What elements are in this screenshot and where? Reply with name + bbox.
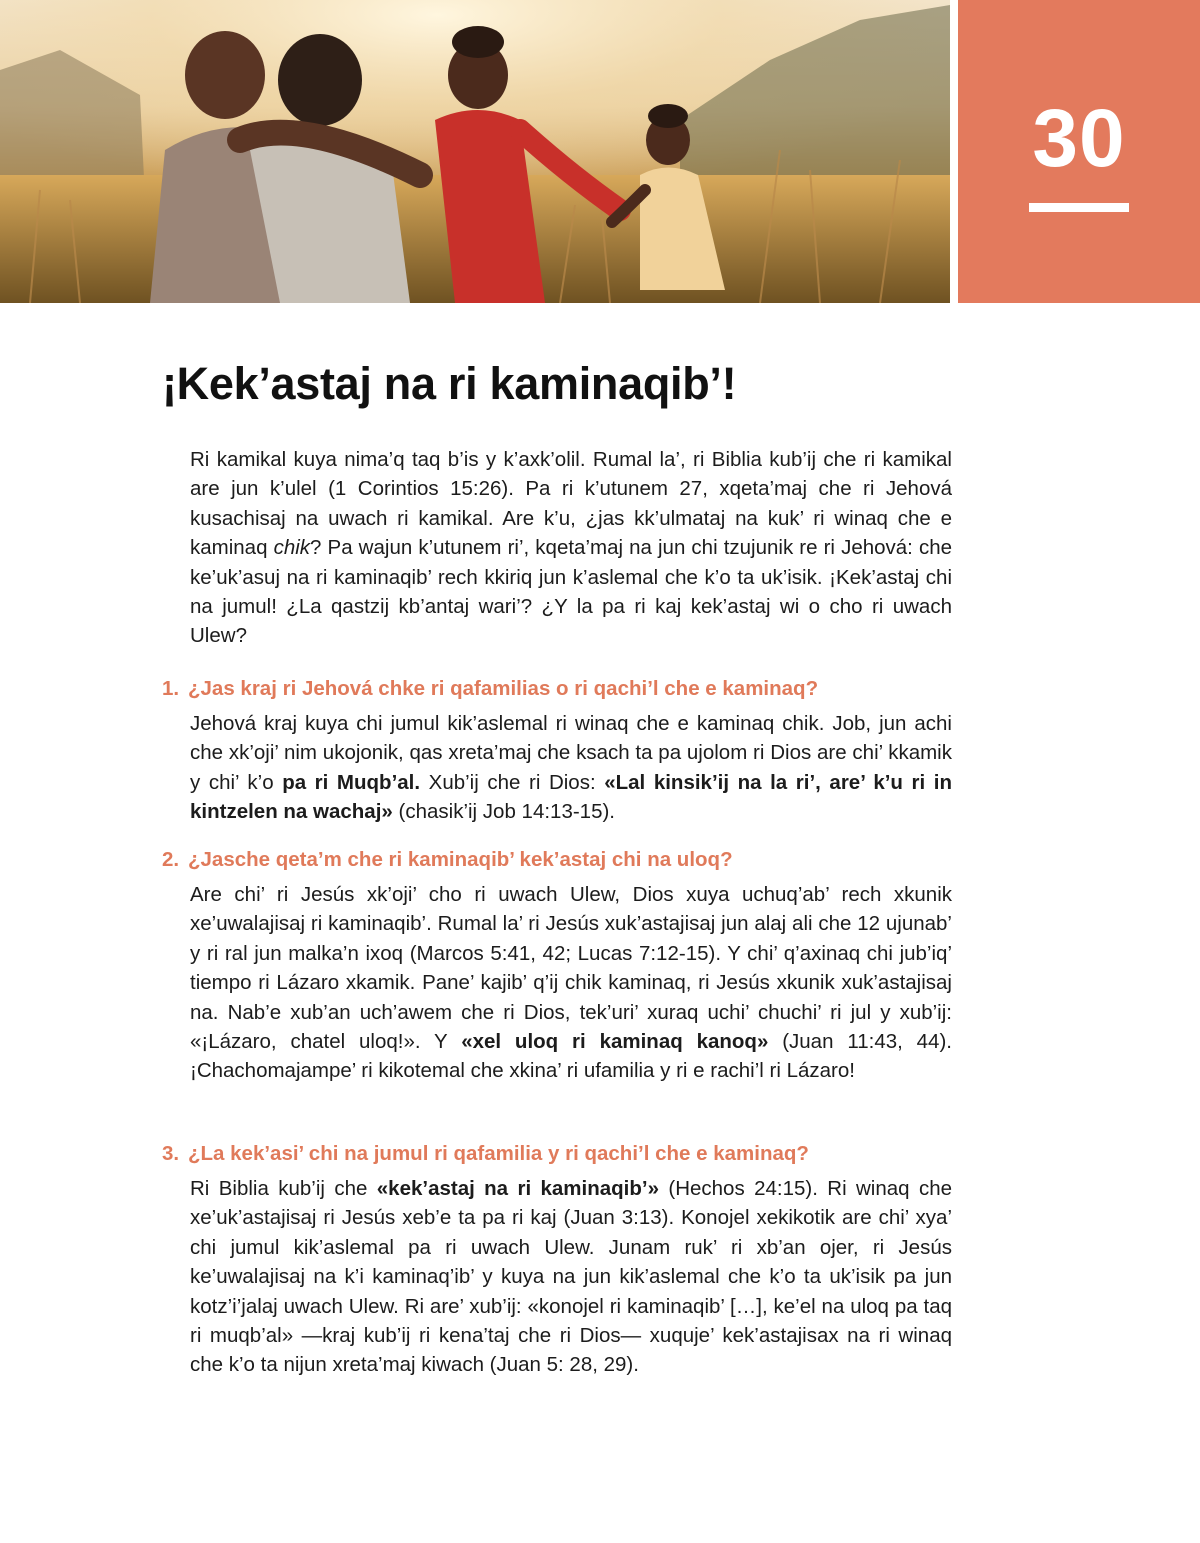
answer-1: Jehová kraj kuya chi jumul kik’aslemal ri winaq che e kaminaq chik. Job, jun achi che xk’oji’ nim ukojonik, qas xreta’maj che ksach ta pa ujolom ri Dios are chi’ kkamik y chi’ k’o pa ri Muqb’al. Xub’ij che ri Dios: «Lal kinsik’ij na la ri’, are’ k’u ri in kintzelen na wachaj» (chasik’ij Job 14:13-15). (190, 712, 952, 824)
lesson-number-underline (1029, 203, 1129, 212)
family-field-illustration (0, 0, 950, 303)
question-2: 2. ¿Jasche qeta’m che ri kaminaqib’ kek’astaj chi na uloq? (162, 848, 733, 871)
page-title: ¡Kek’astaj na ri kaminaqib’! (162, 358, 737, 409)
intro-paragraph: Ri kamikal kuya nima’q taq b’is y k’axk’olil. Rumal la’, ri Biblia kub’ij che ri kamikal are jun k’ulel (1 Corintios 15:26). Pa ri k’utunem 27, xqeta’maj che ri Jehová kusachisaj na uwach ri kamikal. Are k’u, ¿jas kk’ulmataj na kuk’ ri winaq che e kaminaq chik? Pa wajun k’utunem ri’, kqeta’maj na jun chi tzujunik re ri Jehová: che ke’uk’asuj na ri kaminaqib’ rech kkiriq jun k’aslemal che k’o ta uk’isik. ¡Kek’astaj chi na jumul! ¿La qastzij kb’antaj wari’? ¿Y la pa ri kaj kek’astaj wi o cho ri uwach Ulew? (190, 448, 952, 648)
answer-2: Are chi’ ri Jesús xk’oji’ cho ri uwach Ulew, Dios xuya uchuq’ab’ rech xkunik xe’uwalajisaj ri kaminaqib’. Rumal la’ ri Jesús xuk’astajisaj jun alaj ali che 12 ujunab’ y ri ral jun malka’n ixoq (Marcos 5:41, 42; Lucas 7:12-15). Y chi’ q’axinaq chi jub’iq’ tiempo ri Lázaro xkamik. Pane’ kajib’ q’ij chik kaminaq, ri Jesús xkunik xuk’astajisaj na. Nab’e xub’an uch’awem che ri Dios, tek’uri’ xuraq uchi’ chuchi’ ri jul y xub’ij: «¡Lázaro, chatel uloq!». Y «xel uloq ri kaminaq kanoq» (Juan 11:43, 44). ¡Chachomajampe’ ri kikotemal che xkina’ ri ufamilia y ri e rachi’l ri Lázaro! (190, 883, 952, 1083)
answer-3: Ri Biblia kub’ij che «kek’astaj na ri kaminaqib’» (Hechos 24:15). Ri winaq che xe’uk’astajisaj ri Jesús xeb’e ta pa ri kaj (Juan 3:13). Konojel xekikotik are chi’ xya’ chi jumul kik’aslemal pa ri uwach Ulew. Junam ruk’ ri xb’an ojer, ri Jesús ke’uwalajisaj na k’i kaminaq’ib’ y kuya na jun kik’aslemal che k’o ta uk’isik pa jun kotz’i’jalaj uwach Ulew. Ri are’ xub’ij: «konojel ri kaminaqib’ […], ke’el na uloq pa taq ri muqb’al» —kraj kub’ij ri kena’taj che ri Dios— xuquje’ kek’astajisax na ri winaq che k’o ta nijun xreta’maj kiwach (Juan 5: 28, 29). (190, 1177, 952, 1377)
question-3: 3. ¿La kek’asi’ chi na jumul ri qafamilia y ri qachi’l che e kaminaq? (162, 1142, 809, 1165)
lesson-number-box (958, 0, 1200, 303)
hero-photo (0, 0, 950, 303)
lesson-number: 30 (1032, 93, 1126, 184)
question-1: 1. ¿Jas kraj ri Jehová chke ri qafamilias o ri qachi’l che e kaminaq? (162, 677, 819, 700)
